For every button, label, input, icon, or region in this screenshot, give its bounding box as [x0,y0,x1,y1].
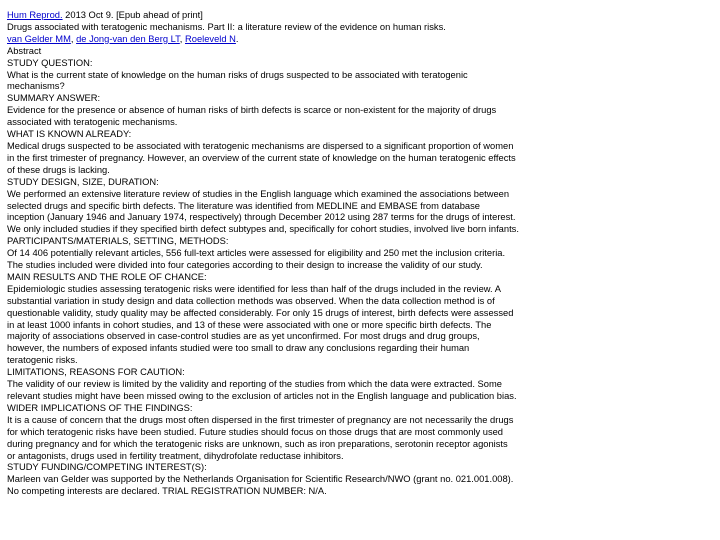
section-text-line: for which teratogenic risks have been studied. Future studies should focus on those drugs that are most commonly used [7,426,504,437]
abstract-section [7,58,559,94]
section-heading: PARTICIPANTS/MATERIALS, SETTING, METHODS: [7,236,229,247]
section-text-line: majority of associations observed in case-control studies are as yet unconfirmed. For most drugs and drug groups, [7,331,480,342]
section-text-line: Epidemiologic studies assessing teratogenic risks were identified for less than half of the drugs included in the review. A [7,283,501,294]
section-heading: MAIN RESULTS AND THE ROLE OF CHANCE: [7,271,207,282]
section-text-line: We performed an extensive literature review of studies in the English language which examined the associations between [7,188,510,199]
abstract-section [7,177,559,237]
article-title [7,22,559,34]
abstract-section [7,367,559,403]
citation-line [7,10,559,22]
section-text-line: of these drugs is lacking. [7,164,110,175]
section-text-line: The studies included were divided into four categories according to their design to increase the validity of our study. [7,260,483,271]
section-text-line: It is a cause of concern that the drugs most often dispersed in the first trimester of pregnancy are not necessarily the drugs [7,414,514,425]
section-text-line: Evidence for the presence or absence of human risks of birth defects is scarce or non-existent for the majority of drugs [7,105,497,116]
section-text-line: teratogenic risks. [7,355,78,366]
section-text-line: in the first trimester of pregnancy. However, an overview of the current state of knowledge on the human teratogenic effects [7,152,516,163]
abstract-section [7,462,559,498]
abstract-heading: Abstract [7,45,42,56]
section-text-line: questionable validity, study quality may be affected considerably. For only 15 drugs of interest, birth defects were assessed [7,307,514,318]
section-text-line: Medical drugs suspected to be associated with teratogenic mechanisms are dispersed to a significant proportion of women [7,140,514,151]
author-separator: . [235,33,239,44]
section-text-line: No competing interests are declared. TRIAL REGISTRATION NUMBER: N/A. [7,486,327,497]
section-text-line: in at least 1000 infants in cohort studies, and 13 of these were associated with one or more specific birth defects. The [7,319,492,330]
section-heading: STUDY DESIGN, SIZE, DURATION: [7,176,159,187]
section-heading: STUDY QUESTION: [7,57,93,68]
citation-details: 2013 Oct 9. [Epub ahead of print] [62,10,203,20]
section-heading: STUDY FUNDING/COMPETING INTEREST(S): [7,462,207,473]
author-separator: , [70,33,77,44]
abstract-section [7,93,559,129]
section-text-line: substantial variation in study design and data collection methods was observed. When the data collection method is of [7,295,495,306]
section-heading: SUMMARY ANSWER: [7,93,101,104]
section-text-line: Marleen van Gelder was supported by the Netherlands Organisation for Scientific Research/NWO (grant no. 021.001.008). [7,474,514,485]
section-text-line: or antagonists, drugs used in fertility treatment, dihydrofolate reductase inhibitors. [7,450,344,461]
section-text-line: The validity of our review is limited by the validity and reporting of the studies from which the data were extracted. Some [7,379,502,390]
section-heading: WIDER IMPLICATIONS OF THE FINDINGS: [7,402,193,413]
section-text-line: mechanisms? [7,81,65,92]
section-text-line: What is the current state of knowledge on the human risks of drugs suspected to be associated with teratogenic [7,69,468,80]
author-separator: , [179,33,185,44]
abstract-section [7,403,559,463]
article-title-line: Drugs associated with teratogenic mechanisms. Part II: a literature review of the evidence on human risks. [7,21,446,32]
section-text-line: relevant studies might have been missed owing to the exclusion of articles not in the English language and publication bias. [7,391,517,401]
abstract-page [7,10,559,498]
section-text-line: inception (January 1946 and January 1974, respectively) through December 2012 using 287 terms for the drugs of interest. [7,212,516,223]
journal-link[interactable]: Hum Reprod. [7,10,63,20]
section-text-line: We only included studies if they specified birth defect subtypes and, specifically for cohort studies, involved live born infants. [7,224,519,235]
abstract-section [7,129,559,177]
section-text-line: during pregnancy and for which the teratogenic risks are unknown, such as iron preparations, serotonin receptor agonists [7,438,508,449]
abstract-section [7,272,559,367]
author-list [7,34,559,46]
section-text-line: however, the numbers of exposed infants studied were too small to draw any conclusions regarding their human [7,343,470,354]
section-heading: WHAT IS KNOWN ALREADY: [7,129,132,140]
section-heading: LIMITATIONS, REASONS FOR CAUTION: [7,367,185,378]
abstract-section [7,236,559,272]
author-link[interactable]: de Jong-van den Berg LT [76,33,180,44]
section-text-line: Of 14 406 potentially relevant articles, 556 full-text articles were assessed for eligibility and 250 met the inclusion criteria. [7,248,506,259]
author-link[interactable]: Roeleveld N [185,33,236,44]
abstract-sections [7,58,559,499]
author-link[interactable]: van Gelder MM [7,33,71,44]
section-text-line: selected drugs and specific birth defects. The literature was identified from MEDLINE and EMBASE from database [7,200,480,211]
section-text-line: associated with teratogenic mechanisms. [7,117,178,128]
